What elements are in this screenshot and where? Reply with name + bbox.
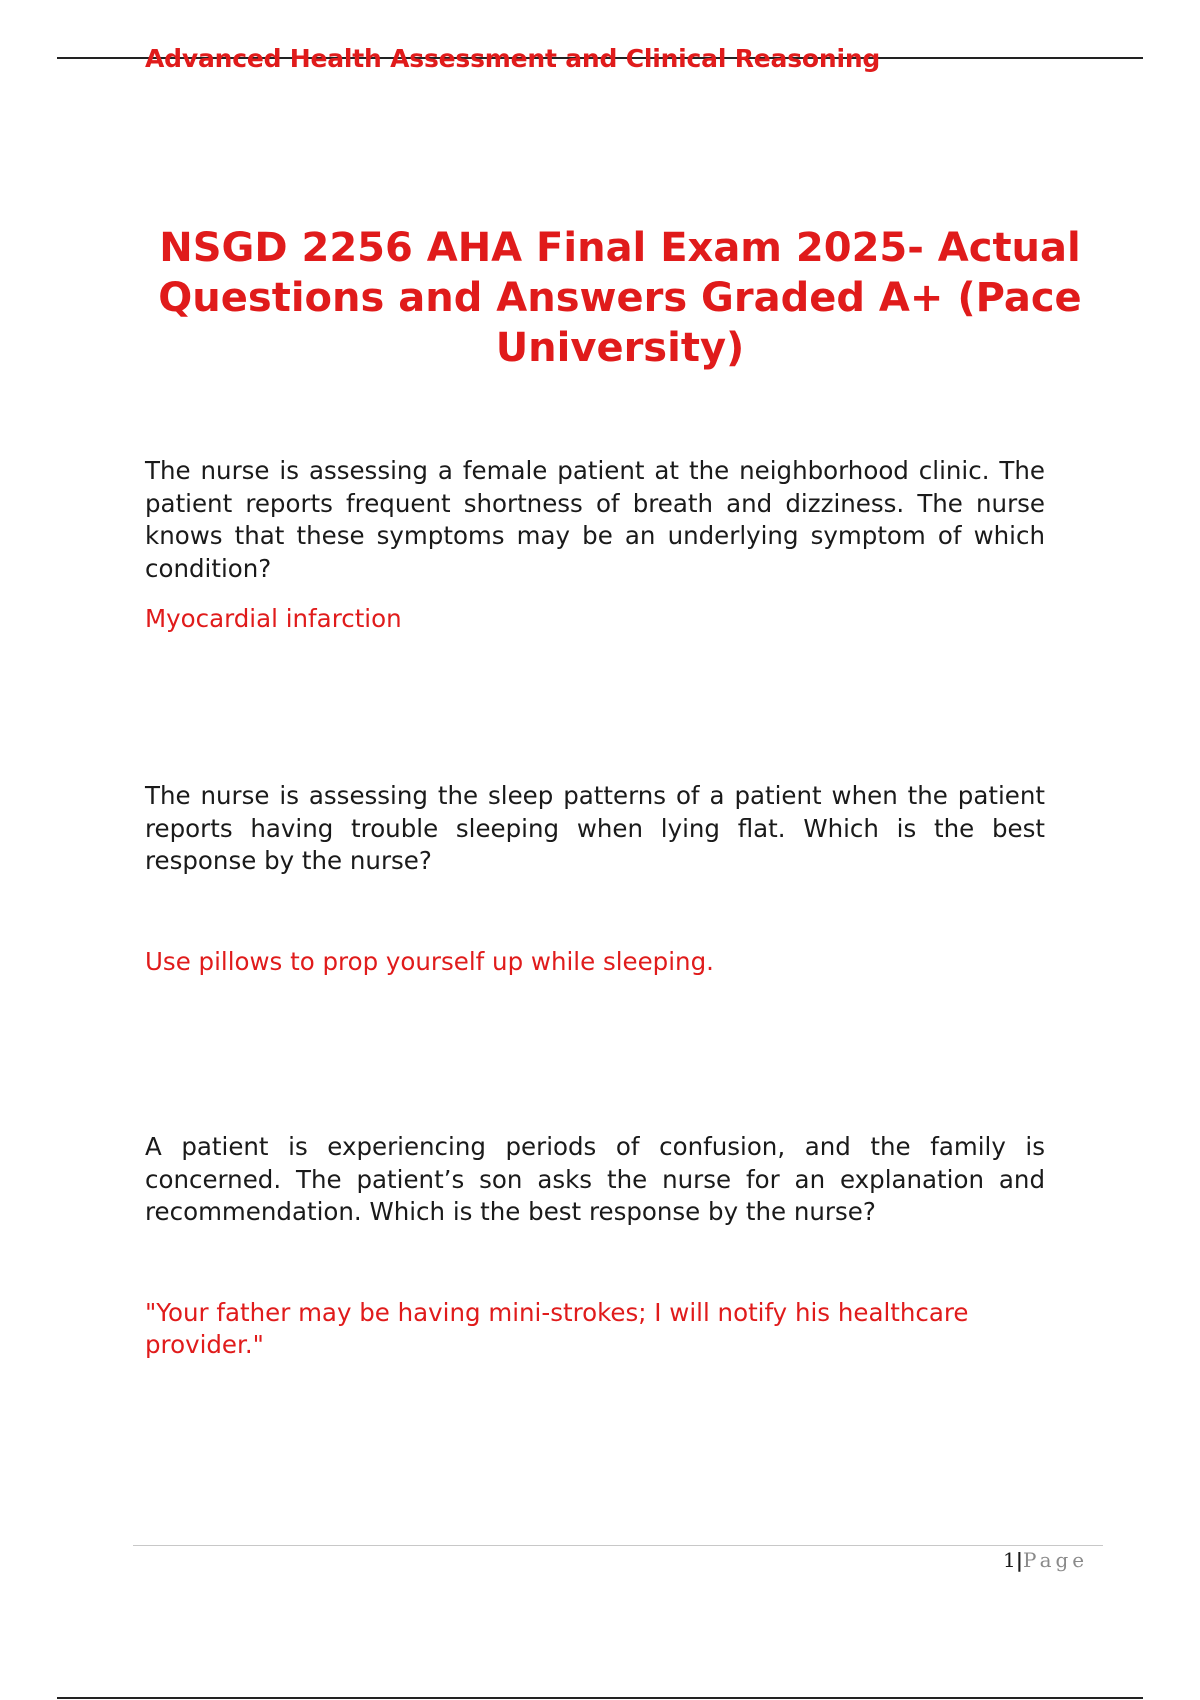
answer-text: "Your father may be having mini-strokes; I will notify his healthcare provider."	[145, 1297, 969, 1359]
bottom-rule	[57, 1697, 1143, 1699]
question-text: The nurse is assessing the sleep patterns of a patient when the patient reports having trouble sleeping when lying flat. Which is the best response by the nurse?	[145, 781, 1045, 875]
page-number-value: 1	[1003, 1548, 1016, 1572]
page-label: Page	[1023, 1548, 1089, 1572]
answer-text: Myocardial infarction	[145, 604, 402, 633]
document-title: NSGD 2256 AHA Final Exam 2025- Actual Questions and Answers Graded A+ (Pace University)	[158, 225, 1082, 371]
question-text: A patient is experiencing periods of confusion, and the family is concerned. The patient’s son asks the nurse for an explanation and recommendation. Which is the best response by the nurse?	[145, 1132, 1045, 1226]
answer-text: Use pillows to prop yourself up while sleeping.	[145, 946, 714, 976]
footer-rule	[133, 1545, 1103, 1546]
qa-item-3	[145, 1131, 1045, 1362]
running-header: Advanced Health Assessment and Clinical Reasoning	[145, 44, 881, 73]
question-text: The nurse is assessing a female patient at the neighborhood clinic. The patient reports frequent shortness of breath and dizziness. The nurse knows that these symptoms may be an underlying symptom of which condition?	[145, 456, 1045, 583]
qa-item-2	[145, 780, 1045, 978]
page-number	[1003, 1548, 1088, 1572]
qa-item-1	[145, 455, 1045, 636]
page-separator: |	[1015, 1548, 1024, 1572]
